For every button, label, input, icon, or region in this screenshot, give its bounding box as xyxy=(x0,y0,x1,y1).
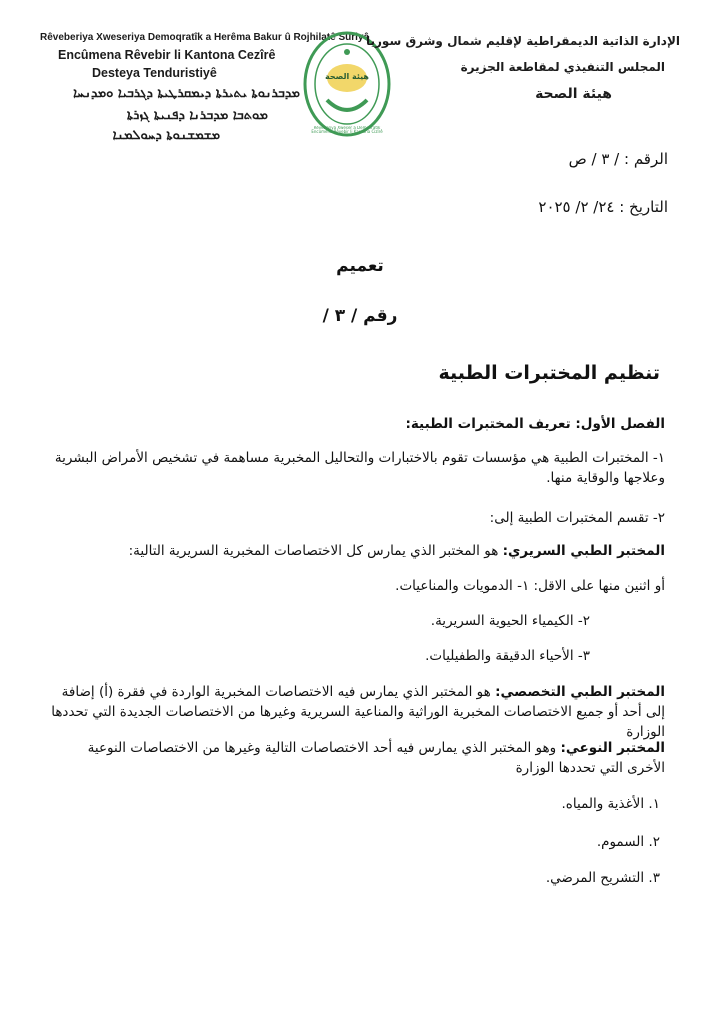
header-left-line2: Encûmena Rêvebir li Kantona Cezîrê xyxy=(58,48,276,62)
specialized-lab-paragraph xyxy=(50,682,665,742)
document-subject: تنظيم المختبرات الطبية xyxy=(438,362,660,384)
paragraph-division: ٢- تقسم المختبرات الطبية إلى: xyxy=(489,510,665,526)
clinical-lab-paragraph xyxy=(50,541,665,561)
qualitative-lab-text: وهو المختبر الذي يمارس فيه أحد الاختصاصات التالية وغيرها من الاختصاصات النوعية الأخرى التي تحددها الوزارة xyxy=(87,740,665,776)
header-right-line3: هيئة الصحة xyxy=(535,86,612,102)
circular-number: رقم / ٣ / xyxy=(322,306,398,326)
clinical-item-3: ٣- الأحياء الدقيقة والطفيليات. xyxy=(425,648,590,664)
header-left-line1: Rêveberiya Xweseriya Demoqratîk a Herêma Bakur û Rojhilatê Sûriyê xyxy=(40,32,370,43)
paragraph-definition: ١- المختبرات الطبية هي مؤسسات تقوم بالاختبارات والتحاليل المخبرية مساهمة في تشخيص الأمراض البشرية وعلاجها والوقاية منها. xyxy=(54,450,665,486)
header-left-syriac2: ܡܘܬܒܐ ܡܕܒܪܢܐ ܕܦܢܝܬܐ ܓܙܪܬܐ xyxy=(126,108,268,123)
header-left-syriac3: ܡܫܡܫܢܘܬܐ ܕܚܘܠܡܢܐ xyxy=(112,128,220,143)
chapter-one-heading: الفصل الأول: تعريف المختبرات الطبية: xyxy=(405,416,665,432)
qualitative-item-1: ١. الأغذية والمياه. xyxy=(561,796,660,812)
specialized-lab-label: المختبر الطبي التخصصي: xyxy=(495,684,665,700)
header-right-line2: المجلس التنفيذي لمقاطعة الجزيرة xyxy=(460,60,665,74)
qualitative-lab-paragraph xyxy=(50,738,665,778)
clinical-lab-label: المختبر الطبي السريري: xyxy=(502,543,665,559)
clinical-item-1: أو اثنين منها على الاقل: ١- الدمويات والمناعيات. xyxy=(395,578,665,594)
seal-center-text: هيئة الصحة xyxy=(325,72,369,81)
clinical-lab-text: هو المختبر الذي يمارس كل الاختصاصات المخبرية السريرية التالية: xyxy=(128,543,499,559)
specialized-lab-text: هو المختبر الذي يمارس فيه الاختصاصات المخبرية الواردة في فقرة (أ) إضافة إلى أحد أو جميع الاختصاصات المخبرية الوراثية والمناعية السريرية وغيرها من الاختصاصات الجديدة التي تحددها الوزارة xyxy=(51,684,665,740)
header-left-line3: Desteya Tenduristiyê xyxy=(92,66,217,80)
reference-number: الرقم : / ٣ / ص xyxy=(568,150,668,168)
header-right-line1: الإدارة الذاتية الديمقراطية لإقليم شمال وشرق سوريا xyxy=(366,34,680,48)
qualitative-item-3: ٣. التشريح المرضي. xyxy=(545,870,660,886)
document-date: التاريخ : ٢٤/ ٢/ ٢٠٢٥ xyxy=(538,198,668,216)
header-left-syriac1: ܡܕܒܪܢܘܬܐ ܝܬܝܪܬܐ ܕܝܡܩܪܛܝܬܐ ܕܓܪܒܝܐ ܘܡܕܢܚܐ xyxy=(73,86,300,101)
seal-ring-text: Rêveberiya Xweser a Demokratîk Encûmena Rêvebir li Kantona Cizîrê xyxy=(311,126,383,134)
clinical-item-2: ٢- الكيمياء الحيوية السريرية. xyxy=(430,613,590,629)
circular-title: تعميم xyxy=(336,256,384,276)
qualitative-item-2: ٢. السموم. xyxy=(596,834,660,850)
qualitative-lab-label: المختبر النوعي: xyxy=(560,740,665,756)
